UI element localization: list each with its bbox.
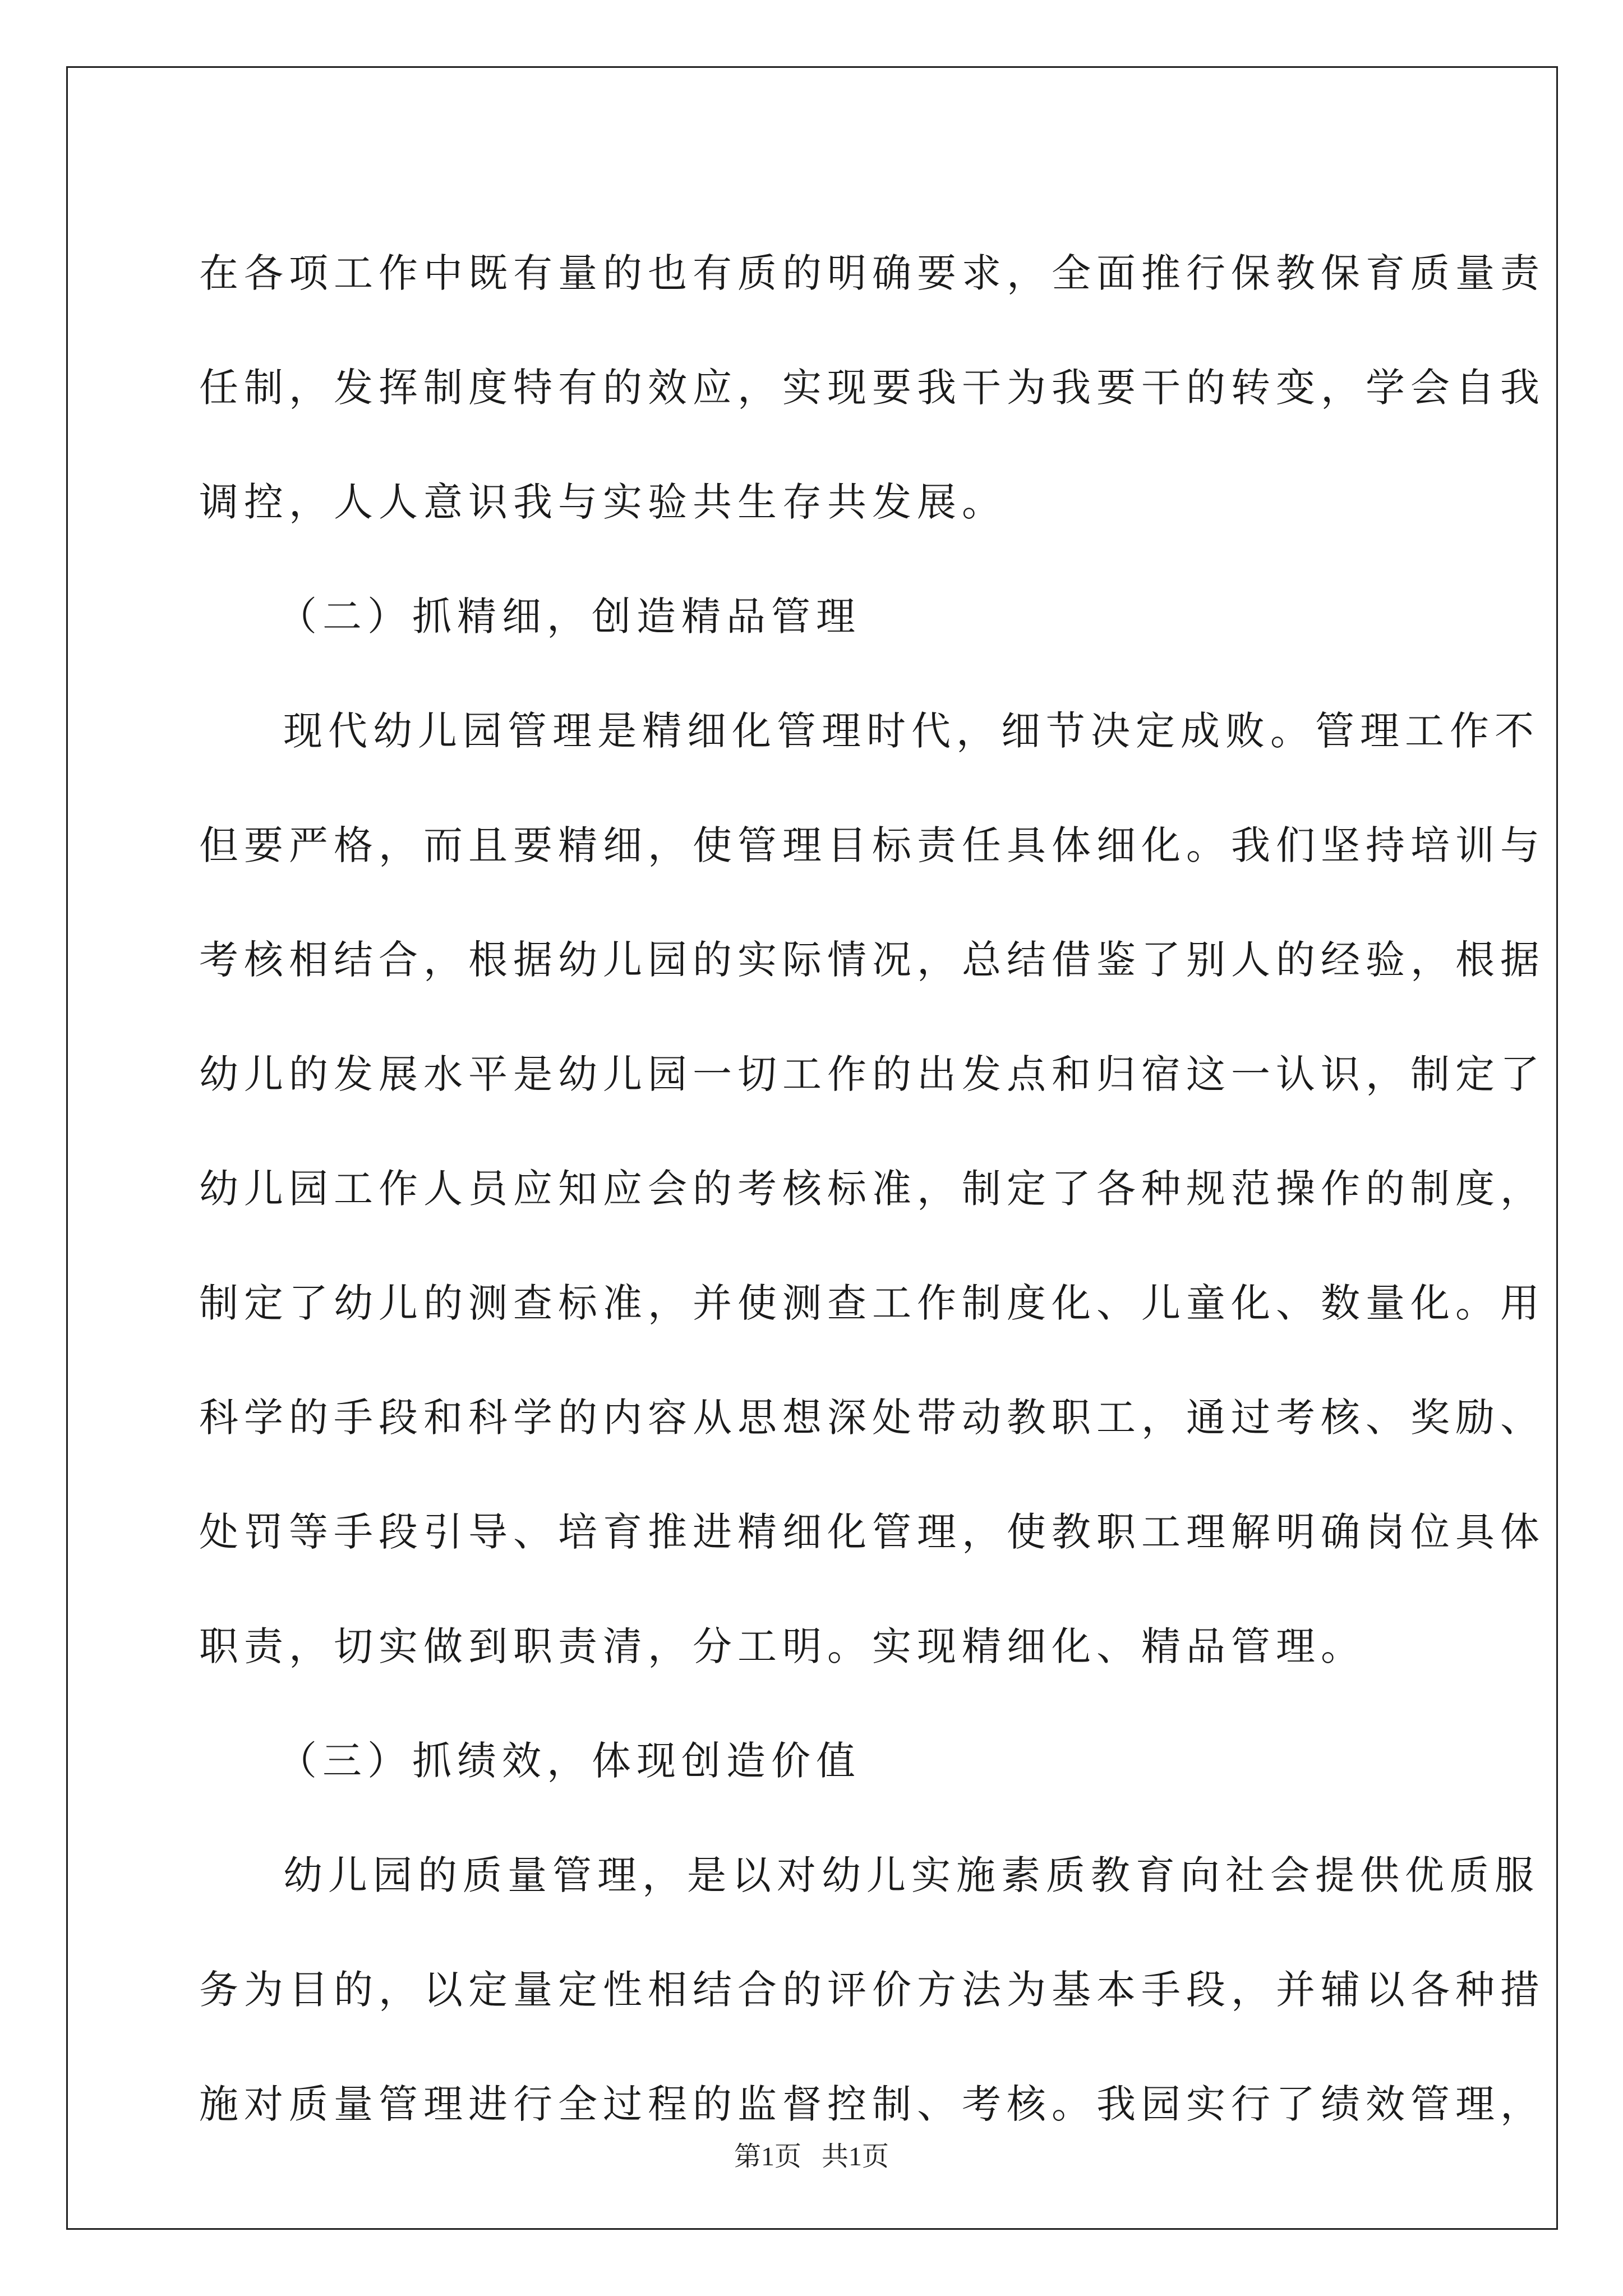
- paragraph-line: 处罚等手段引导、培育推进精细化管理，使教职工理解明确岗位具体: [199, 1509, 1545, 1555]
- section-heading: （二）抓精细，创造精品管理: [278, 593, 861, 639]
- paragraph-line: 任制，发挥制度特有的效应，实现要我干为我要干的转变，学会自我: [199, 365, 1545, 411]
- paragraph-line: 务为目的，以定量定性相结合的评价方法为基本手段，并辅以各种措: [199, 1967, 1545, 2013]
- page-footer: [0, 2134, 1623, 2173]
- page-number: 第1页 共1页: [734, 2142, 889, 2171]
- paragraph-line: 调控，人人意识我与实验共生存共发展。: [199, 479, 1007, 525]
- section-heading: （三）抓绩效，体现创造价值: [278, 1738, 861, 1784]
- paragraph-line: 现代幼儿园管理是精细化管理时代，细节决定成败。管理工作不: [283, 708, 1539, 754]
- paragraph-line: 考核相结合，根据幼儿园的实际情况，总结借鉴了别人的经验，根据: [199, 937, 1545, 983]
- paragraph-line: 在各项工作中既有量的也有质的明确要求，全面推行保教保育质量责: [199, 250, 1545, 296]
- paragraph-line: 幼儿园工作人员应知应会的考核标准，制定了各种规范操作的制度，: [199, 1166, 1545, 1212]
- paragraph-line: 但要严格，而且要精细，使管理目标责任具体细化。我们坚持培训与: [199, 822, 1545, 868]
- paragraph-line: 施对质量管理进行全过程的监督控制、考核。我园实行了绩效管理，: [199, 2081, 1545, 2127]
- document-body: [199, 216, 1545, 2161]
- paragraph-line: 科学的手段和科学的内容从思想深处带动教职工，通过考核、奖励、: [199, 1395, 1545, 1441]
- paragraph-line: 幼儿的发展水平是幼儿园一切工作的出发点和归宿这一认识，制定了: [199, 1051, 1545, 1097]
- paragraph-line: 职责，切实做到职责清，分工明。实现精细化、精品管理。: [199, 1623, 1366, 1669]
- paragraph-line: 幼儿园的质量管理，是以对幼儿实施素质教育向社会提供优质服: [283, 1852, 1539, 1898]
- paragraph-line: 制定了幼儿的测查标准，并使测查工作制度化、儿童化、数量化。用: [199, 1280, 1545, 1326]
